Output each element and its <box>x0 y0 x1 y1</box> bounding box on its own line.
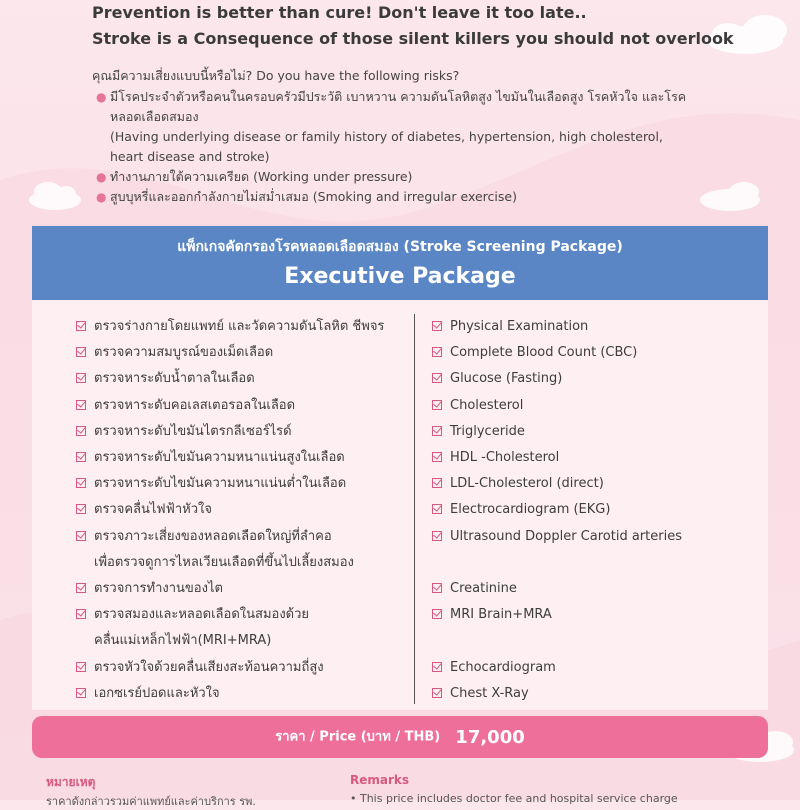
bullet-icon: ● <box>96 190 107 204</box>
remark-line-english: • This price includes doctor fee and hospital service charge <box>350 792 678 805</box>
checklist-row-thai <box>76 366 406 392</box>
price-bar <box>32 716 768 758</box>
package-title: Executive Package <box>284 264 516 289</box>
checkbox-icon <box>432 400 442 410</box>
checklist-item-text: Ultrasound Doppler Carotid arteries <box>450 528 682 544</box>
checklist-item-text: Electrocardiogram (EKG) <box>450 502 611 518</box>
checklist-row-thai <box>76 524 406 576</box>
risk-item <box>92 87 692 167</box>
checklist-item-text: ตรวจหาระดับน้ำตาลในเลือด <box>94 371 255 387</box>
checklist-item-text: ตรวจภาวะเสี่ยงของหลอดเลือดใหญ่ที่ลำคอ <box>94 528 332 544</box>
checklist-row-english <box>432 576 762 602</box>
checklist-row-thai <box>76 471 406 497</box>
checklist-item-text: ตรวจความสมบูรณ์ของเม็ดเลือด <box>94 345 274 361</box>
package-subtitle: แพ็กเกจคัดกรองโรคหลอดเลือดสมอง (Stroke Screening Package) <box>177 239 623 255</box>
checklist-item-text: ตรวจสมองและหลอดเลือดในสมองด้วย <box>94 607 310 623</box>
risk-item-thai: สูบบุหรี่และออกกำลังกายไม่สม่ำเสมอ (Smoking and irregular exercise) <box>110 189 517 204</box>
checklist-row-thai <box>76 445 406 471</box>
checklist-row-english <box>432 366 762 392</box>
checklist-row-thai <box>76 419 406 445</box>
checklist-item-text: คลื่นแม่เหล็กไฟฟ้า(MRI+MRA) <box>94 633 272 649</box>
checklist-row-thai <box>76 655 406 681</box>
checklist-panel <box>32 300 768 710</box>
checklist-item-text: Complete Blood Count (CBC) <box>450 345 638 361</box>
checkbox-icon <box>432 504 442 514</box>
bullet-icon: ● <box>96 90 107 104</box>
headline-line-2: Stroke is a Consequence of those silent killers you should not overlook <box>92 29 734 48</box>
checkbox-icon <box>432 583 442 593</box>
checkbox-icon <box>76 609 86 619</box>
headline-line-1: Prevention is better than cure! Don't leave it too late.. <box>92 3 587 22</box>
checkbox-icon <box>76 662 86 672</box>
checklist-item-text <box>450 628 762 654</box>
checklist-item-text: Chest X-Ray <box>450 685 529 701</box>
checklist-item-text: ตรวจร่างกายโดยแพทย์ และวัดความดันโลหิต ชีพจร <box>94 319 385 334</box>
checklist-item-text: HDL -Cholesterol <box>450 450 560 466</box>
checklist-item-text: เอกซเรย์ปอดและหัวใจ <box>94 685 220 701</box>
checklist-item-text: Glucose (Fasting) <box>450 371 563 387</box>
checkbox-icon <box>432 426 442 436</box>
checklist-item-text: เพื่อตรวจดูการไหลเวียนเลือดที่ขึ้นไปเลี้ยงสมอง <box>94 554 354 570</box>
checkbox-icon <box>432 609 442 619</box>
checklist-item-text: Triglyceride <box>450 423 525 439</box>
risk-list <box>92 87 692 207</box>
checkbox-icon <box>76 531 86 541</box>
checklist-item-text: ตรวจหาระดับไขมันความหนาแน่นสูงในเลือด <box>94 450 345 466</box>
bullet-icon: ● <box>96 170 107 184</box>
checkbox-icon <box>432 347 442 357</box>
headline <box>92 0 734 52</box>
checkbox-icon <box>76 347 86 357</box>
checkbox-icon <box>76 321 86 331</box>
risk-section <box>92 66 692 207</box>
package-header <box>32 226 768 300</box>
checklist-item-text: ตรวจหัวใจด้วยคลื่นเสียงสะท้อนความถี่สูง <box>94 659 324 675</box>
checklist-row-english <box>432 393 762 419</box>
checklist-item-text: Echocardiogram <box>450 659 556 675</box>
checkbox-icon <box>432 321 442 331</box>
risk-item-thai: ทำงานภายใต้ความเครียด (Working under pressure) <box>110 169 413 184</box>
checklist-row-thai <box>76 393 406 419</box>
checkbox-icon <box>76 688 86 698</box>
checkbox-icon <box>76 583 86 593</box>
risk-item <box>92 187 692 207</box>
checklist-row-english <box>432 681 762 707</box>
price-value: 17,000 <box>455 726 525 748</box>
checkbox-icon <box>432 531 442 541</box>
checklist-english-column <box>432 314 762 707</box>
checklist-row-english <box>432 419 762 445</box>
checkbox-icon <box>76 478 86 488</box>
checklist-item-text: ตรวจการทำงานของไต <box>94 581 223 597</box>
checklist-row-thai <box>76 497 406 523</box>
checkbox-icon <box>432 688 442 698</box>
checklist-row-english <box>432 340 762 366</box>
checklist-row-english <box>432 497 762 523</box>
checkbox-icon <box>76 373 86 383</box>
checklist-item-text: ตรวจหาระดับคอเลสเตอรอลในเลือด <box>94 397 296 413</box>
checklist-row-thai <box>76 314 406 340</box>
checklist-row-english <box>432 445 762 471</box>
checkbox-icon <box>76 452 86 462</box>
checklist-row-english <box>432 655 762 681</box>
remarks-title-thai: หมายเหตุ <box>46 775 96 789</box>
risk-item-thai: มีโรคประจำตัวหรือคนในครอบครัวมีประวัติ เบาหวาน ความดันโลหิตสูง ไขมันในเลือดสูง โรคหัวใจ และโรคหลอดเลือดสมอง <box>110 89 687 124</box>
checkbox-icon <box>432 662 442 672</box>
remarks-title-english: Remarks <box>350 773 410 787</box>
checklist-item-text <box>450 550 762 576</box>
price-label: ราคา / Price (บาท / THB) <box>275 729 441 745</box>
checklist-item-text: Physical Examination <box>450 319 589 334</box>
risk-item-english: (Having underlying disease or family history of diabetes, hypertension, high cholesterol, heart disease and stroke) <box>110 129 663 164</box>
checklist-item-text: Cholesterol <box>450 397 524 413</box>
checkbox-icon <box>432 478 442 488</box>
checklist-row-thai <box>76 681 406 707</box>
checklist-item-text: ตรวจคลื่นไฟฟ้าหัวใจ <box>94 502 212 518</box>
checklist-row-thai <box>76 340 406 366</box>
risk-question: คุณมีความเสี่ยงแบบนี้หรือไม่? Do you have the following risks? <box>92 68 460 83</box>
checklist-item-text: LDL-Cholesterol (direct) <box>450 476 604 492</box>
checklist-row-english <box>432 524 762 576</box>
checklist-item-text: MRI Brain+MRA <box>450 607 552 623</box>
risk-item <box>92 167 692 187</box>
column-divider <box>414 314 415 704</box>
checklist-row-english <box>432 471 762 497</box>
checklist-row-english <box>432 314 762 340</box>
checkbox-icon <box>76 504 86 514</box>
checkbox-icon <box>432 373 442 383</box>
checkbox-icon <box>76 426 86 436</box>
checklist-item-text: ตรวจหาระดับไขมันความหนาแน่นต่ำในเลือด <box>94 476 347 492</box>
checkbox-icon <box>432 452 442 462</box>
checklist-row-english <box>432 602 762 654</box>
checklist-row-thai <box>76 576 406 602</box>
checklist-item-text: Creatinine <box>450 581 517 597</box>
checkbox-icon <box>76 400 86 410</box>
checklist-item-text: ตรวจหาระดับไขมันไตรกลีเซอร์ไรด์ <box>94 423 292 439</box>
checklist-thai-column <box>76 314 406 707</box>
checklist-row-thai <box>76 602 406 654</box>
remark-line-thai: ราคาดังกล่าวรวมค่าแพทย์และค่าบริการ รพ. <box>46 795 256 808</box>
